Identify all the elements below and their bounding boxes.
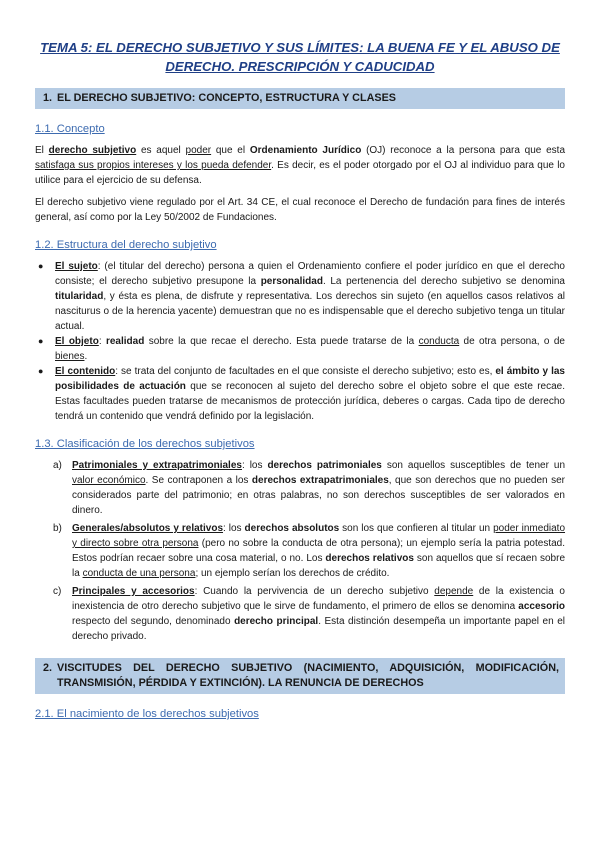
text-run: derechos relativos <box>325 553 414 564</box>
regulation-paragraph: El derecho subjetivo viene regulado por el Art. 34 CE, el cual reconoce el Derecho de fundación para fines de interés general, así como por la Ley 50/2002 de Fundaciones. <box>35 197 565 223</box>
document-title: TEMA 5: EL DERECHO SUBJETIVO Y SUS LÍMITES: LA BUENA FE Y EL ABUSO DE DERECHO. PRESCRIPCIÓN Y CADUCIDAD <box>40 40 560 74</box>
text-run: titularidad <box>55 291 104 302</box>
text-run: que el <box>211 145 250 156</box>
text-run: derecho subjetivo <box>48 145 137 156</box>
text-run: son aquellos que sí recaen sobre la <box>72 553 566 579</box>
text-run: derechos patrimoniales <box>267 460 382 471</box>
text-run: , y ésta es plena, de disfrute y representativa. Los derechos sin sujeto (en aquellos casos relativos al nasciturus o de la herencia yacente) demuestran que no es indispensable que el derecho subjetivo tenga un titular actual. <box>55 291 565 332</box>
text-run: realidad <box>105 336 145 347</box>
subsection-2-1-title: 2.1. El nacimiento de los derechos subjetivos <box>35 708 259 720</box>
list-item <box>35 334 565 364</box>
text-run: El sujeto <box>55 261 98 272</box>
text-run: derecho principal <box>234 616 319 627</box>
text-run: conducta de una persona <box>82 568 196 579</box>
list-item <box>35 521 565 581</box>
text-run: , que son derechos que no pueden ser considerados parte del patrimonio; en otras palabras, no son derechos susceptibles de ser valorados en dinero. <box>72 475 565 516</box>
section-1-title: EL DERECHO SUBJETIVO: CONCEPTO, ESTRUCTURA Y CLASES <box>57 92 396 104</box>
text-run: Ordenamiento Jurídico <box>249 145 362 156</box>
section-1-header <box>35 88 565 109</box>
list-marker: c) <box>53 586 62 597</box>
text-run: : Cuando la pervivencia de un derecho subjetivo <box>194 586 435 597</box>
list-item <box>35 584 565 644</box>
text-run: El contenido <box>55 366 116 377</box>
text-run: : los <box>223 523 245 534</box>
subsection-1-3-title: 1.3. Clasificación de los derechos subjetivos <box>35 438 255 450</box>
text-run: son aquellos susceptibles de tener un <box>381 460 566 471</box>
text-run: son los que confieren al titular un <box>339 523 494 534</box>
text-run: es aquel <box>136 145 186 156</box>
concept-paragraph <box>35 143 565 188</box>
text-run: Principales y accesorios <box>72 586 195 597</box>
text-run: el ámbito y las posibilidades de actuación <box>55 366 565 392</box>
text-run: depende <box>434 586 474 597</box>
text-run: personalidad <box>260 276 323 287</box>
text-run: valor económico <box>72 475 146 486</box>
text-run: de la existencia o inexistencia de otro derecho subjetivo que le sirve de fundamento, el primero de ellos se denomina <box>72 586 565 612</box>
list-item <box>35 259 565 334</box>
text-run: (OJ) reconoce a la persona para que esta <box>361 145 566 156</box>
text-run: . Se contraponen a los <box>145 475 252 486</box>
section-1-number: 1. <box>43 92 53 104</box>
text-run: accesorio <box>518 601 565 612</box>
list-marker: a) <box>53 460 62 471</box>
list-item <box>35 364 565 424</box>
text-run: ; un ejemplo serían los derechos de crédito. <box>195 568 390 579</box>
text-run: conducta <box>418 336 460 347</box>
text-run: . Es decir, es el poder otorgado por el OJ al individuo para que lo utilice para el ejercicio de su defensa. <box>35 160 565 186</box>
text-run: . La pertenencia del derecho subjetivo se denomina <box>322 276 565 287</box>
text-run: derechos extrapatrimoniales <box>251 475 389 486</box>
text-run: : se trata del conjunto de facultades en el que consiste el derecho subjetivo; esto es, <box>115 366 496 377</box>
bullet-icon: ● <box>38 261 44 271</box>
text-run: : los <box>241 460 268 471</box>
text-run: poder inmediato y directo sobre otra persona <box>72 523 566 549</box>
classification-list <box>35 458 565 644</box>
text-run: El <box>35 145 49 156</box>
bullet-icon: ● <box>38 336 44 346</box>
subsection-1-1-title: 1.1. Concepto <box>35 123 105 135</box>
text-run: El objeto <box>55 336 99 347</box>
text-run: derechos absolutos <box>244 523 340 534</box>
text-run: bienes <box>55 351 85 362</box>
text-run: . Esta distinción desempeña un importante papel en el derecho privado. <box>72 616 565 642</box>
text-run: : <box>98 336 106 347</box>
text-run: Patrimoniales y extrapatrimoniales <box>72 460 242 471</box>
list-item <box>35 458 565 518</box>
list-marker: b) <box>53 523 62 534</box>
text-run: . <box>84 351 88 362</box>
text-run: : (el titular del derecho) persona a quien el Ordenamiento confiere el poder jurídico en que el derecho consiste; el derecho subjetivo presupone la <box>55 261 565 287</box>
text-run: (pero no sobre la conducta de otra persona); un ejemplo sería la patria potestad. Estos podrían recaer sobre una cosa material, o no. Los <box>72 538 566 564</box>
text-run: poder <box>185 145 212 156</box>
text-run: respecto del segundo, denominado <box>72 616 235 627</box>
section-2-title: VISCITUDES DEL DERECHO SUBJETIVO (NACIMIENTO, ADQUISICIÓN, MODIFICACIÓN, TRANSMISIÓN, PÉRDIDA Y EXTINCIÓN). LA RENUNCIA DE DERECHOS <box>57 662 559 689</box>
bullet-icon: ● <box>38 366 44 376</box>
text-run: Generales/absolutos y relativos <box>72 523 224 534</box>
text-run: que se reconocen al sujeto del derecho sobre el objeto sobre el que este recae. Estas facultades pueden tratarse de mecanismos de protección jurídica, deberes o cargas. Cada tipo de derecho tendrá un contenido que vendrá definido por la legislación. <box>55 381 565 422</box>
text-run: sobre la que recae el derecho. Esta puede tratarse de la <box>144 336 419 347</box>
section-2-number: 2. <box>43 662 53 674</box>
section-2-header <box>35 658 565 694</box>
subsection-1-2-title: 1.2. Estructura del derecho subjetivo <box>35 239 217 251</box>
text-run: satisfaga sus propios intereses y los pueda defender <box>35 160 272 171</box>
text-run: de otra persona, o de <box>459 336 565 347</box>
structure-list <box>35 259 565 424</box>
